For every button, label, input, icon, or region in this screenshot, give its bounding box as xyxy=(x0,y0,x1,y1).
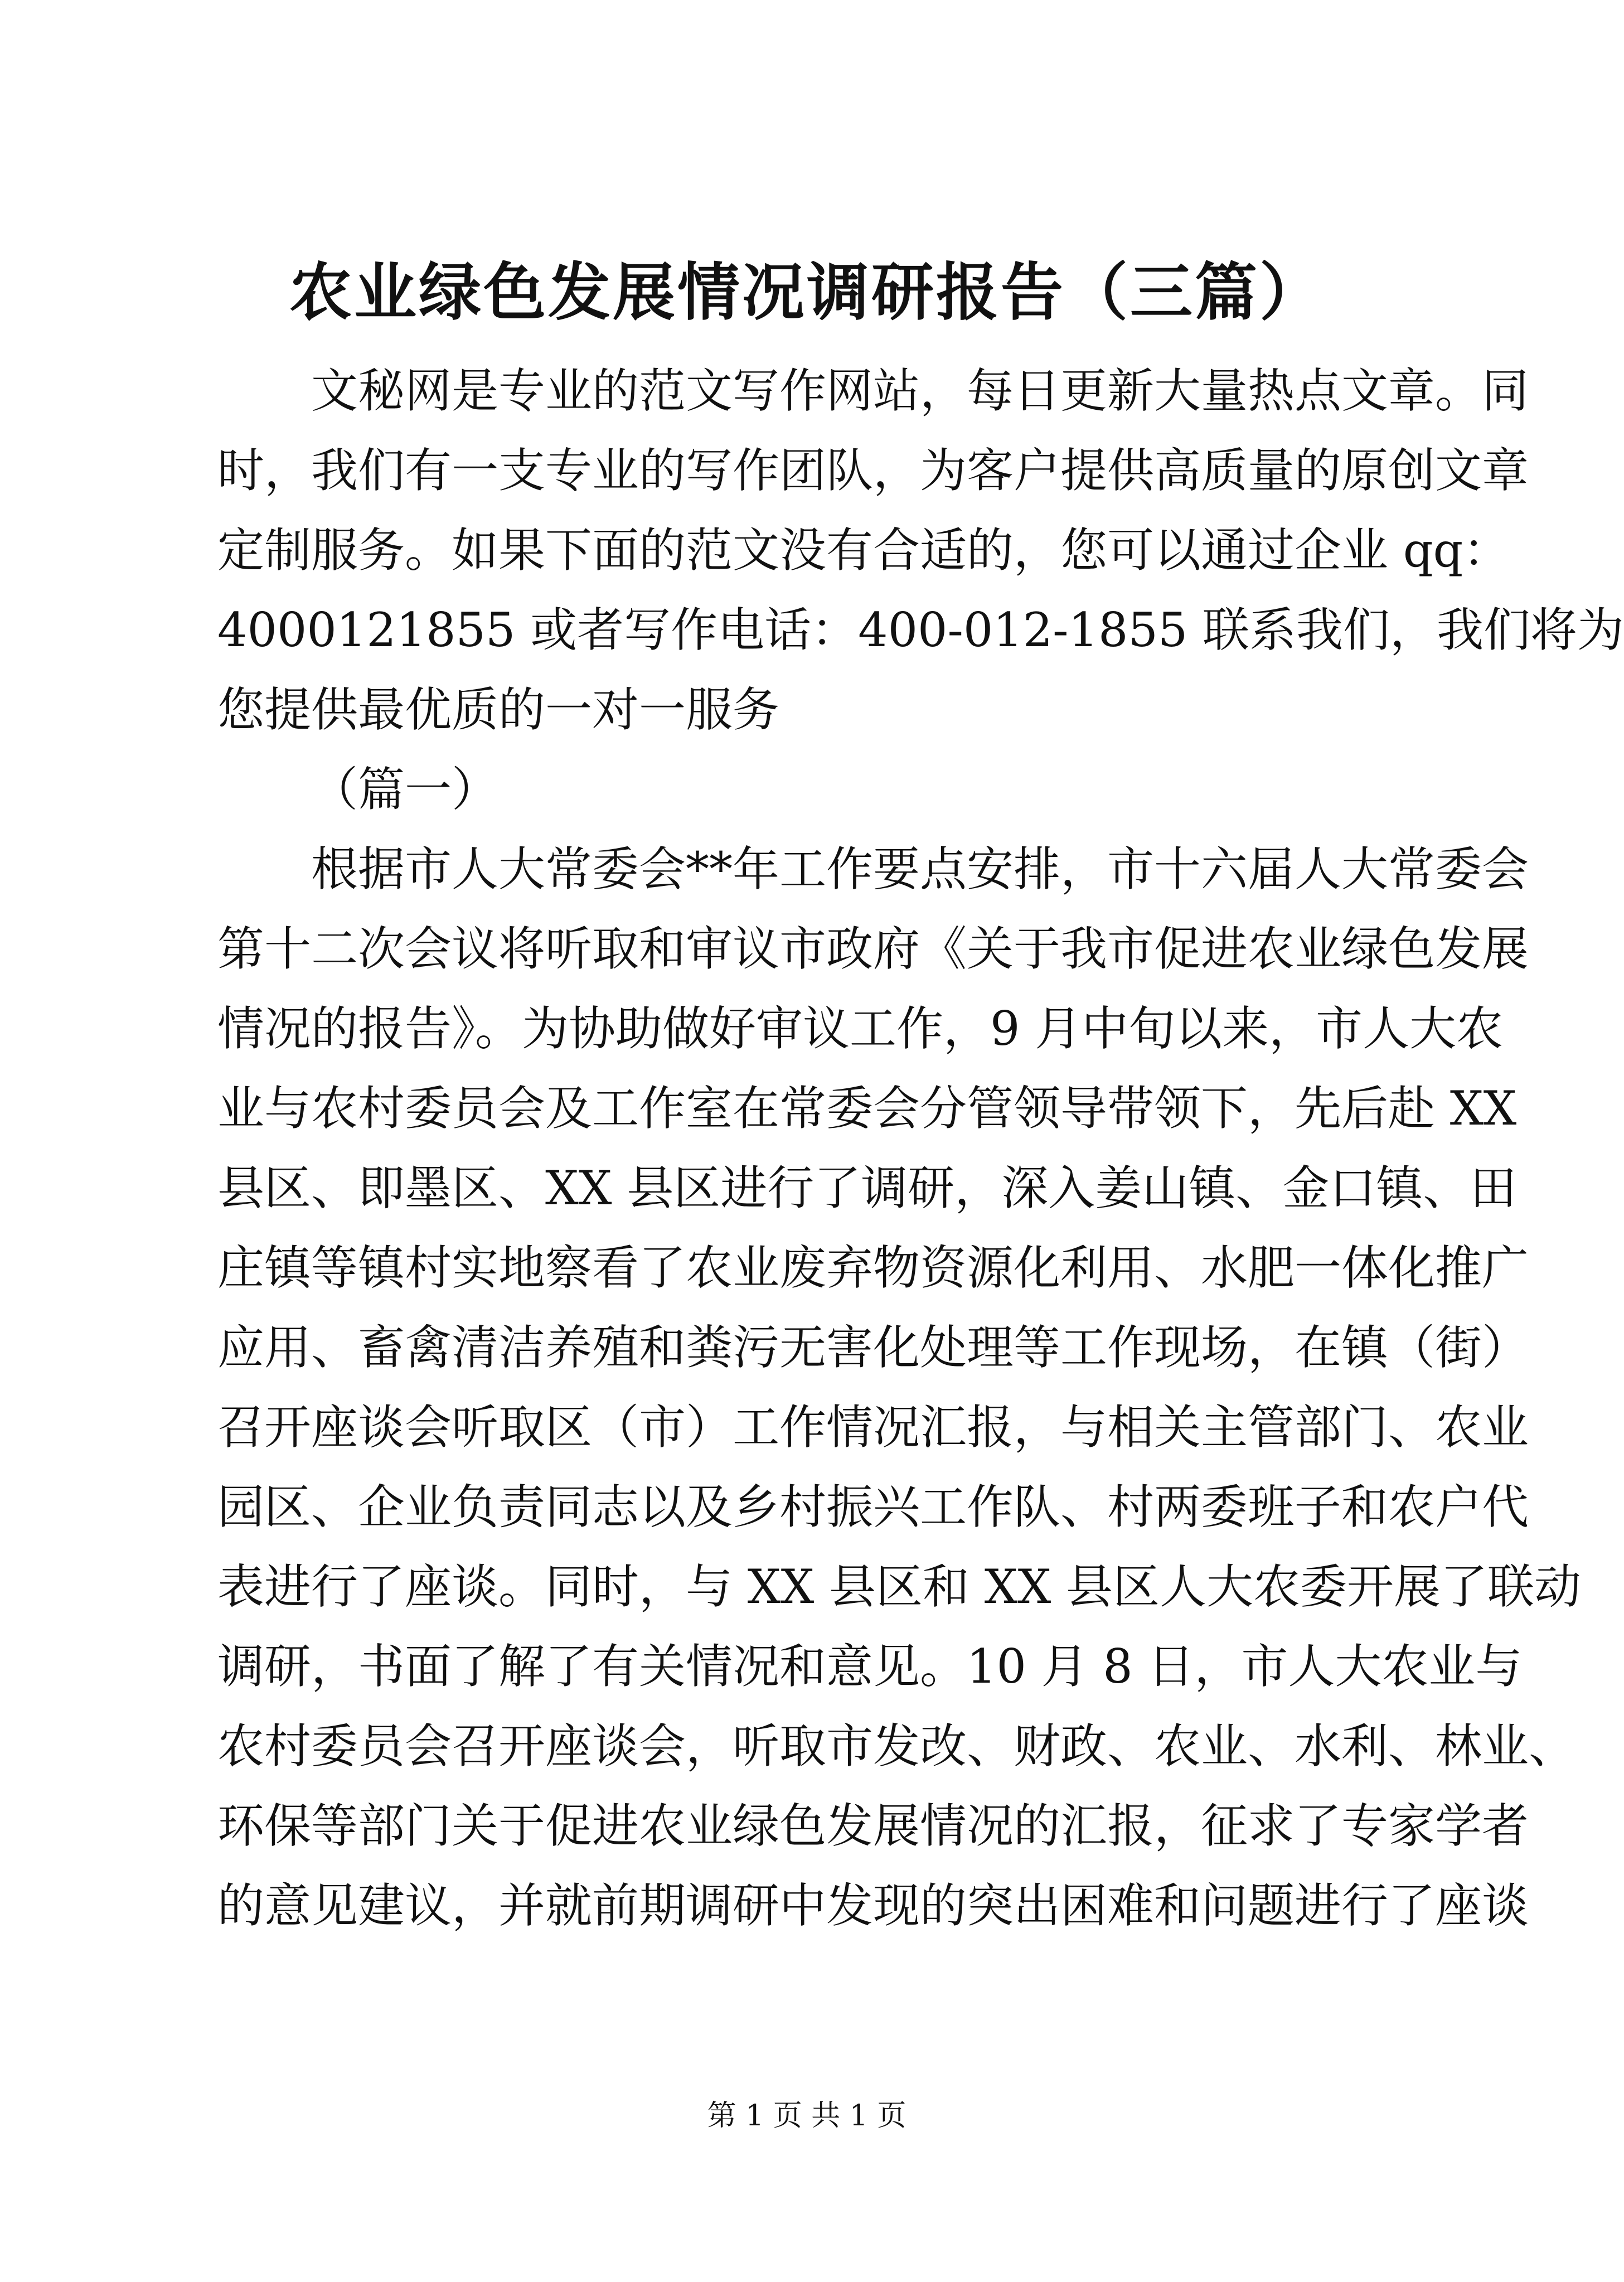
body-line: 调研，书面了解了有关情况和意见。10 月 8 日，市人大农业与 xyxy=(217,1639,1523,1694)
body-line: 根据市人大常委会**年工作要点安排，市十六届人大常委会 xyxy=(311,842,1529,897)
body-line: 园区、企业负责同志以及乡村振兴工作队、村两委班子和农户代 xyxy=(217,1480,1529,1534)
section-heading: （篇一） xyxy=(311,762,499,817)
body-line: 庄镇等镇村实地察看了农业废弃物资源化利用、水肥一体化推广 xyxy=(217,1241,1529,1295)
body-line: 第十二次会议将听取和审议市政府《关于我市促进农业绿色发展 xyxy=(217,922,1529,976)
body-line: 农村委员会召开座谈会，听取市发改、财政、农业、水利、林业、 xyxy=(217,1719,1576,1774)
body-line: 应用、畜禽清洁养殖和粪污无害化处理等工作现场，在镇（街） xyxy=(217,1320,1529,1375)
body-line: 的意见建议，并就前期调研中发现的突出困难和问题进行了座谈 xyxy=(217,1878,1529,1933)
intro-line: 定制服务。如果下面的范文没有合适的，您可以通过企业 qq： xyxy=(217,523,1510,578)
body-paragraph xyxy=(217,830,1582,1946)
body-line: 业与农村委员会及工作室在常委会分管领导带领下，先后赴 XX xyxy=(217,1081,1517,1136)
intro-line: 文秘网是专业的范文写作网站，每日更新大量热点文章。同 xyxy=(311,364,1529,418)
body-line: 召开座谈会听取区（市）工作情况汇报，与相关主管部门、农业 xyxy=(217,1400,1529,1455)
intro-line: 4000121855 或者写作电话：400-012-1855 联系我们，我们将为 xyxy=(217,603,1624,657)
intro-line: 您提供最优质的一对一服务 xyxy=(217,682,780,737)
document-body xyxy=(217,351,1624,1946)
intro-line: 时，我们有一支专业的写作团队，为客户提供高质量的原创文章 xyxy=(217,443,1529,498)
body-line: 县区、即墨区、XX 县区进行了调研，深入姜山镇、金口镇、田 xyxy=(217,1161,1517,1215)
body-line: 表进行了座谈。同时，与 XX 县区和 XX 县区人大农委开展了联动 xyxy=(217,1559,1582,1614)
document-title: 农业绿色发展情况调研报告（三篇） xyxy=(289,256,1324,329)
intro-paragraph xyxy=(217,351,1624,750)
page-footer: 第 1 页 共 1 页 xyxy=(707,2099,906,2133)
body-line: 环保等部门关于促进农业绿色发展情况的汇报，征求了专家学者 xyxy=(217,1799,1529,1853)
body-line: 情况的报告》。为协助做好审议工作，9 月中旬以来，市人大农 xyxy=(217,1001,1504,1056)
